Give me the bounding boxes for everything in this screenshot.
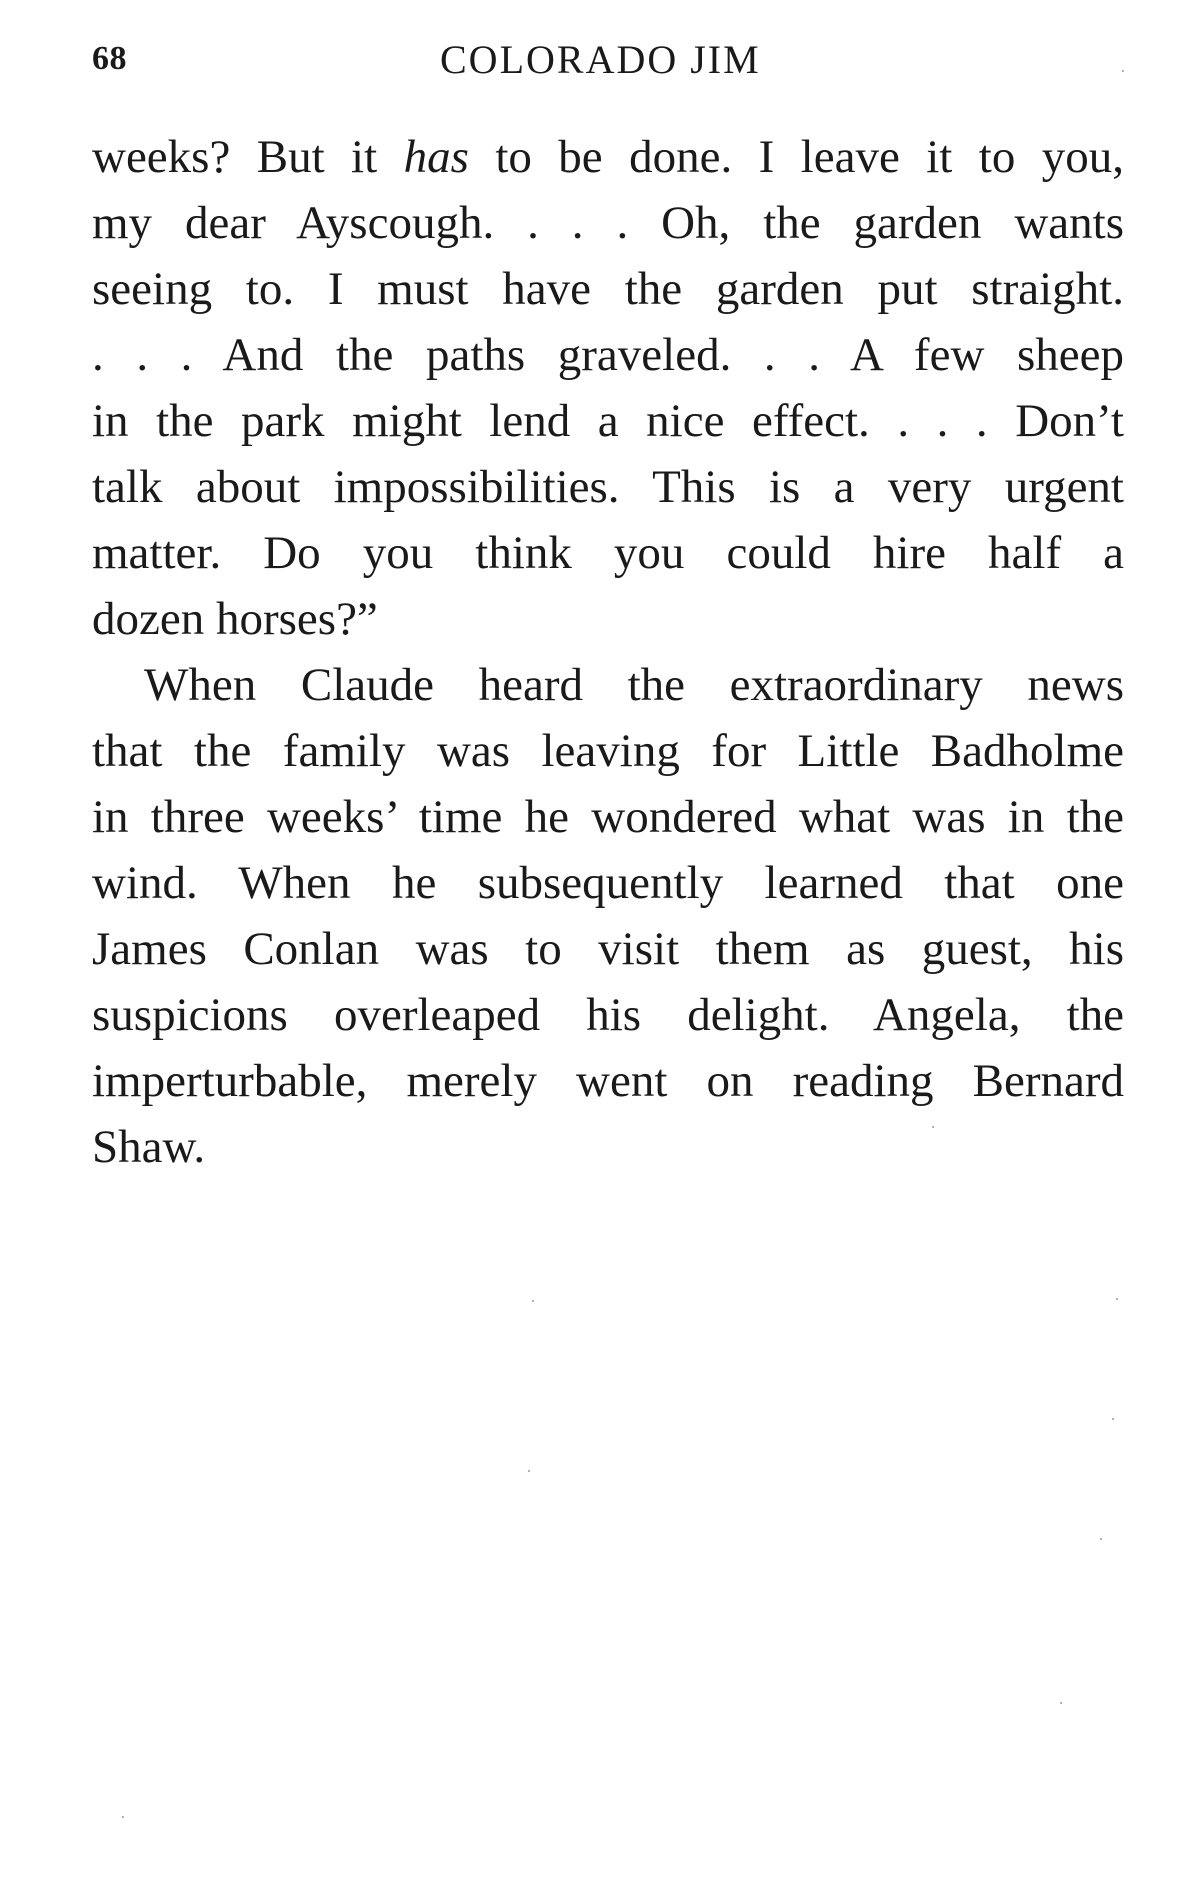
text-run: seeing to. I must have the garden put straight. — [92, 263, 1124, 315]
text-line — [92, 916, 1124, 982]
text-run: Shaw. — [92, 1121, 206, 1173]
text-line — [92, 256, 1124, 322]
scan-speck — [1060, 1702, 1062, 1704]
italic-text: has — [403, 131, 469, 183]
text-line — [92, 520, 1124, 586]
text-run: talk about impossibilities. This is a very urgent — [92, 461, 1124, 513]
text-line — [92, 388, 1124, 454]
scan-speck — [1112, 1418, 1114, 1420]
text-line — [92, 982, 1124, 1048]
text-run: in the park might lend a nice effect. . . . Don’t — [92, 395, 1124, 447]
scan-speck — [932, 1126, 934, 1128]
text-run: When Claude heard the extraordinary news — [144, 659, 1124, 711]
text-run: dozen horses?” — [92, 593, 378, 645]
text-line — [92, 190, 1124, 256]
page-number: 68 — [92, 40, 127, 77]
body-text — [92, 124, 1124, 1180]
text-line — [92, 124, 1124, 190]
text-run: in three weeks’ time he wondered what was in the — [92, 791, 1124, 843]
text-run: James Conlan was to visit them as guest, his — [92, 923, 1124, 975]
scan-speck — [1100, 1538, 1102, 1540]
text-line — [92, 1048, 1124, 1114]
scan-speck — [528, 1470, 530, 1472]
text-line — [92, 322, 1124, 388]
text-line — [92, 718, 1124, 784]
text-line — [92, 454, 1124, 520]
text-run: that the family was leaving for Little Badholme — [92, 725, 1124, 777]
text-run: my dear Ayscough. . . . Oh, the garden wants — [92, 197, 1124, 249]
scan-speck — [532, 1300, 534, 1302]
text-run: to be done. I leave it to you, — [468, 131, 1125, 183]
running-title: COLORADO JIM — [440, 37, 761, 82]
text-run: suspicions overleaped his delight. Angela, the — [92, 989, 1124, 1041]
text-line — [92, 784, 1124, 850]
text-run: wind. When he subsequently learned that one — [92, 857, 1124, 909]
text-line — [92, 850, 1124, 916]
text-line — [92, 586, 1124, 652]
text-run: . . . And the paths graveled. . . A few sheep — [92, 329, 1124, 381]
scan-speck — [1116, 1298, 1118, 1300]
text-run: weeks? But it — [92, 131, 404, 183]
scan-speck — [122, 1816, 124, 1818]
running-head — [92, 36, 1124, 86]
text-line — [92, 652, 1124, 718]
text-line — [92, 1114, 1124, 1180]
text-run: imperturbable, merely went on reading Bernard — [92, 1055, 1124, 1107]
text-run: matter. Do you think you could hire half a — [92, 527, 1124, 579]
scan-speck — [1122, 70, 1124, 72]
